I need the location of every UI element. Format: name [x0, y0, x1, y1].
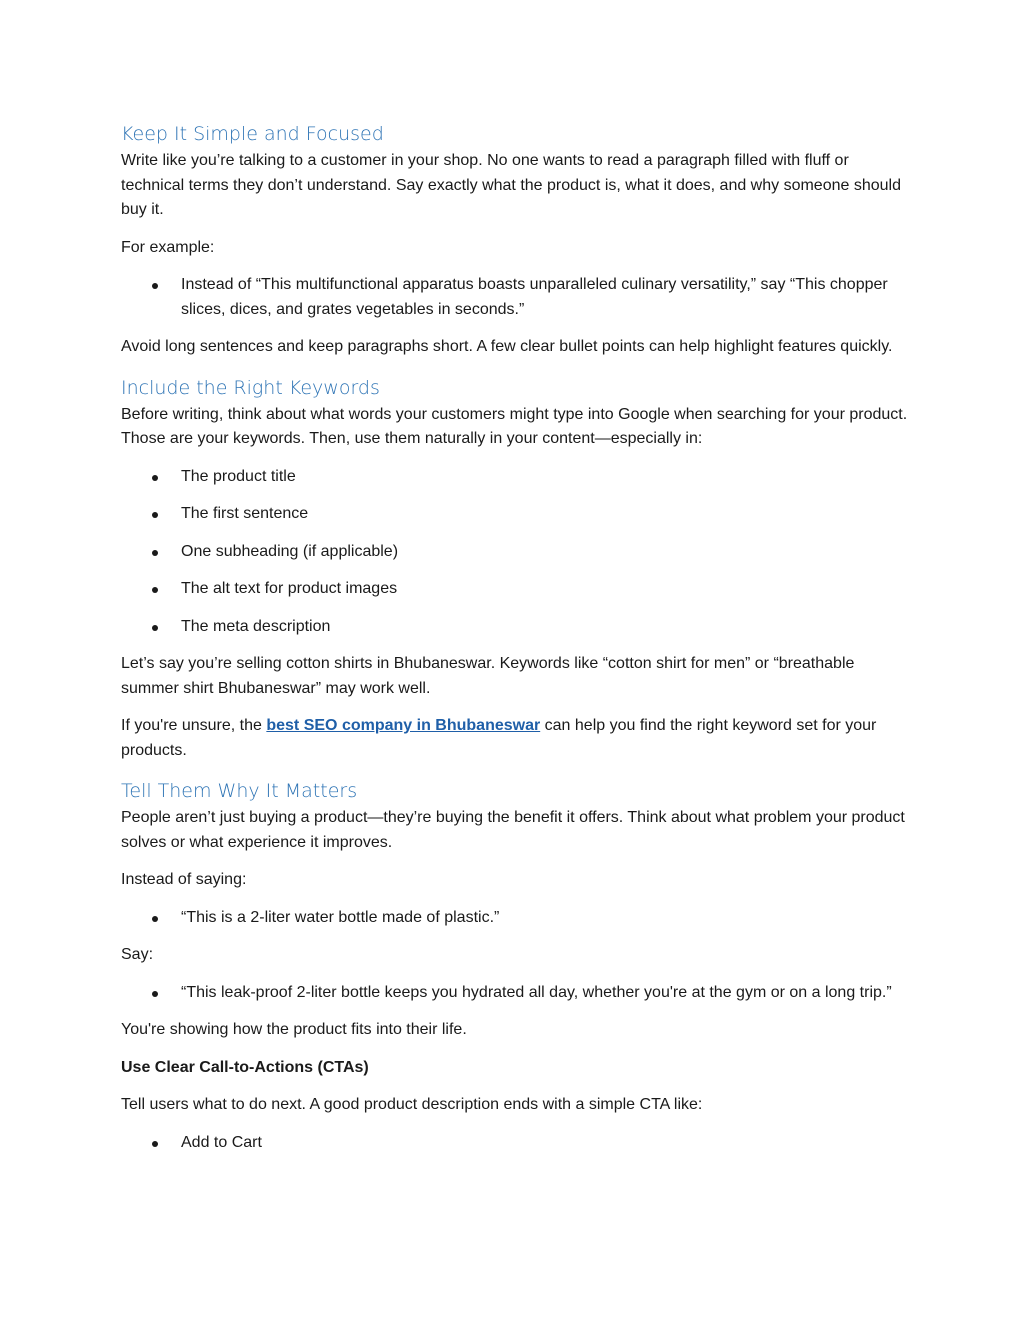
- list-item-text: The first sentence: [181, 505, 309, 522]
- paragraph: Avoid long sentences and keep paragraphs short. A few clear bullet points can help highlight features quickly.: [121, 338, 893, 355]
- bullet-icon: [152, 550, 158, 556]
- paragraph: For example:: [121, 238, 215, 256]
- heading-include-keywords: Include the Right Keywords: [121, 376, 380, 399]
- list-item: [121, 540, 911, 565]
- list-item: [121, 615, 911, 640]
- document-page: [121, 119, 911, 1168]
- heading-why-it-matters: Tell Them Why It Matters: [121, 780, 358, 802]
- paragraph: Say:: [121, 946, 154, 963]
- bullet-icon: [152, 1141, 158, 1147]
- list-item-text: “This is a 2-liter water bottle made of plastic.”: [181, 908, 500, 926]
- bold-heading-ctas: [121, 1056, 911, 1081]
- bullet-list: [121, 981, 911, 1006]
- list-item-text: “This leak-proof 2-liter bottle keeps you hydrated all day, whether you're at the gym or on a long trip.”: [181, 983, 892, 1001]
- bullet-icon: [152, 587, 158, 593]
- list-item: [121, 502, 911, 527]
- paragraph: You're showing how the product fits into their life.: [121, 1021, 467, 1038]
- paragraph: Let’s say you’re selling cotton shirts in Bhubaneswar. Keywords like “cotton shirt for men” or “breathable summer shirt Bhubaneswar” may work well.: [121, 655, 855, 697]
- paragraph-text: If you're unsure, the: [121, 717, 267, 734]
- list-item: [121, 577, 911, 602]
- bullet-icon: [152, 283, 158, 289]
- list-item-text: One subheading (if applicable): [181, 542, 399, 560]
- bullet-list: [121, 465, 911, 640]
- bold-heading-text: Use Clear Call-to-Actions (CTAs): [121, 1058, 369, 1076]
- bullet-list: [121, 906, 911, 931]
- paragraph: Write like you’re talking to a customer in your shop. No one wants to read a paragraph filled with fluff or technical terms they don’t understand. Say exactly what the product is, what it does, and why someone should buy it.: [121, 152, 901, 218]
- list-item: [121, 273, 911, 322]
- list-item: [121, 906, 911, 931]
- bullet-icon: [152, 991, 158, 997]
- list-item-text: The meta description: [181, 617, 331, 635]
- best-seo-company-link[interactable]: best SEO company in Bhubaneswar: [266, 717, 541, 734]
- list-item-text: Add to Cart: [181, 1133, 262, 1151]
- list-item-text: Instead of “This multifunctional apparatus boasts unparalleled culinary versatility,” say “This chopper slices, dices, and grates vegetables in seconds.”: [181, 276, 888, 318]
- paragraph-text: can help you find the right keyword set for your products.: [121, 717, 877, 759]
- bullet-icon: [152, 625, 158, 631]
- bullet-icon: [152, 512, 158, 518]
- list-item-text: The alt text for product images: [181, 580, 398, 597]
- paragraph: Instead of saying:: [121, 871, 247, 888]
- bullet-icon: [152, 475, 158, 481]
- list-item: [121, 1131, 911, 1156]
- paragraph: Tell users what to do next. A good product description ends with a simple CTA like:: [121, 1096, 703, 1113]
- bullet-icon: [152, 916, 158, 922]
- paragraph: People aren’t just buying a product—they’re buying the benefit it offers. Think about what problem your product solves or what experience it improves.: [121, 809, 905, 851]
- paragraph: Before writing, think about what words your customers might type into Google when searching for your product. Those are your keywords. Then, use them naturally in your content—especially in:: [121, 405, 908, 447]
- list-item: [121, 981, 911, 1006]
- list-item: [121, 465, 911, 490]
- heading-keep-it-simple: Keep It Simple and Focused: [121, 123, 384, 145]
- paragraph-with-link: [121, 714, 911, 763]
- list-item-text: The product title: [181, 467, 296, 485]
- bullet-list: [121, 1131, 911, 1156]
- bullet-list: [121, 273, 911, 322]
